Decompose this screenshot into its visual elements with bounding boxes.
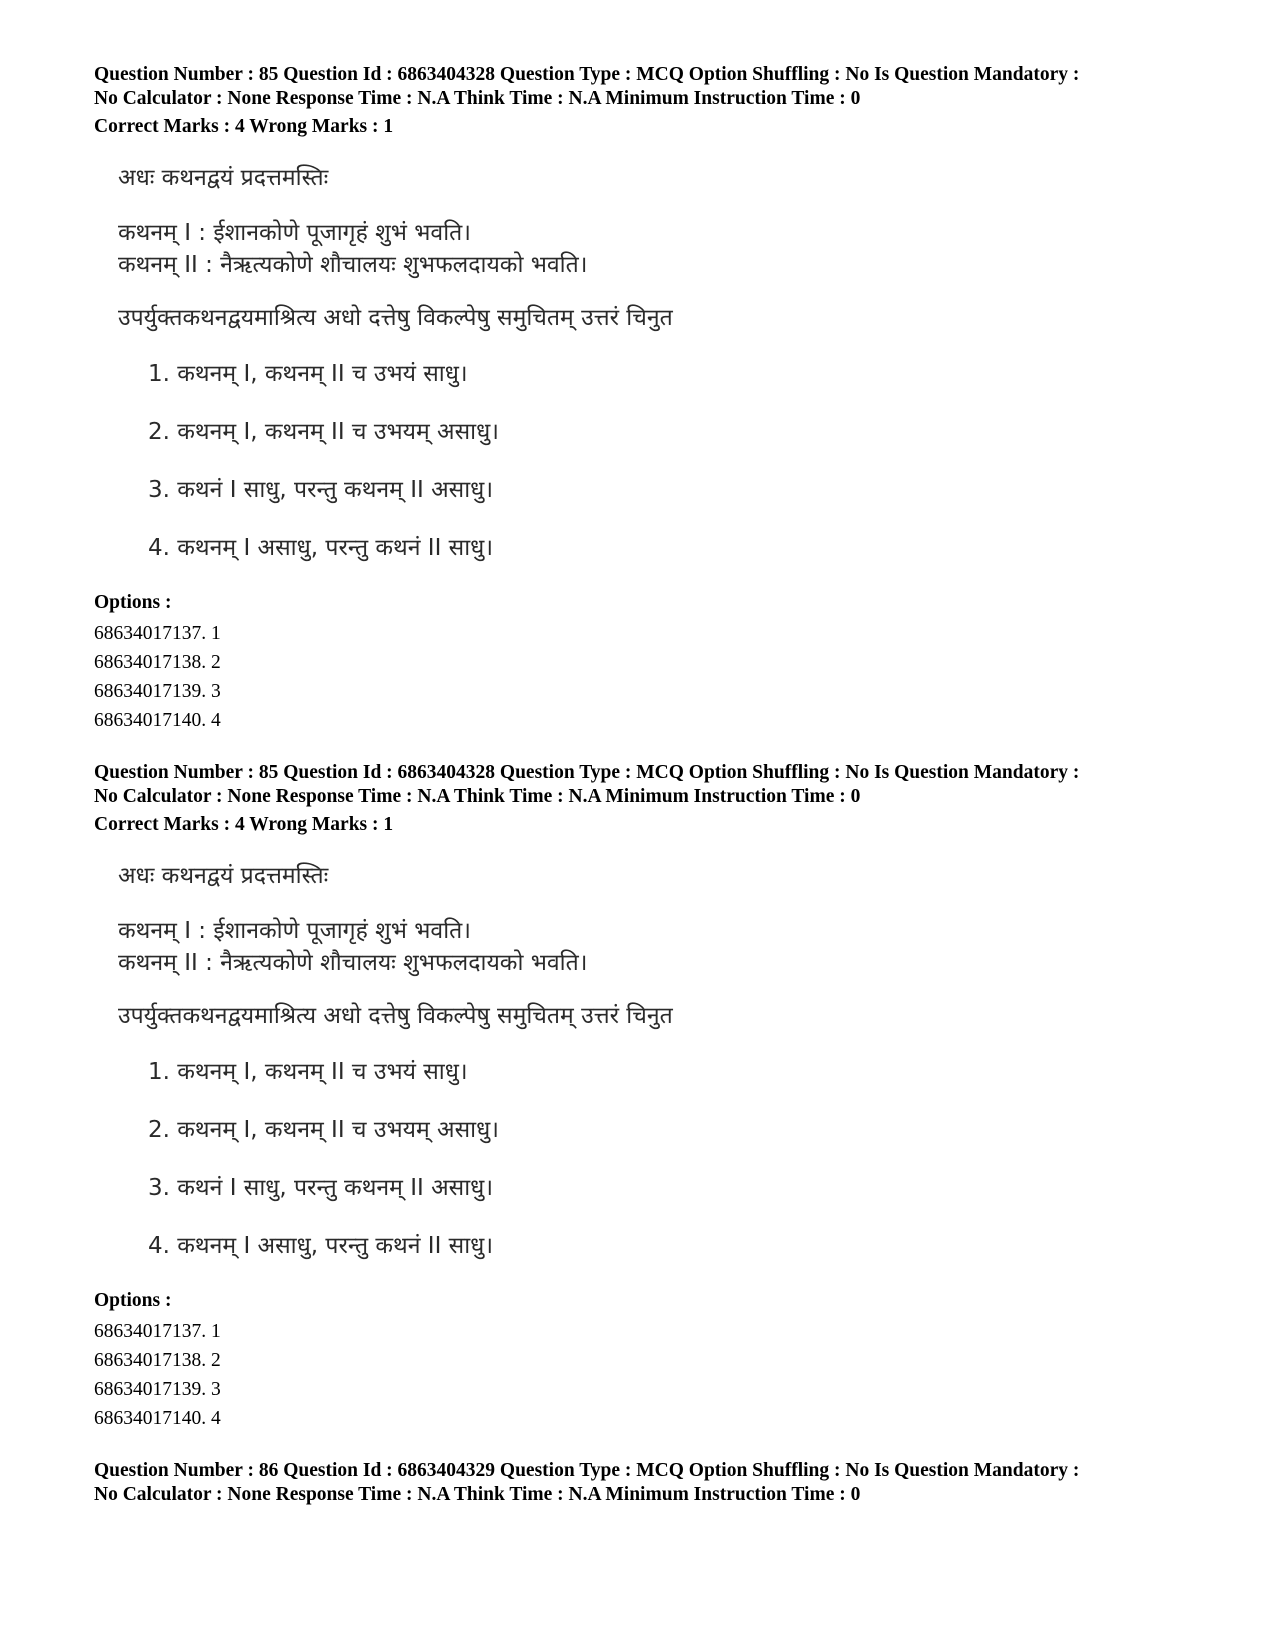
answer-choice: 2. कथनम् I, कथनम् II च उभयम् असाधु। [148,1117,499,1143]
answer-choice: 2. कथनम् I, कथनम् II च उभयम् असाधु। [148,419,499,445]
option-item: 68634017137. 1 [94,623,221,644]
question-block [94,1459,1214,1507]
question-body [118,859,1214,1263]
answer-choice: 3. कथनं I साधु, परन्तु कथनम् II असाधु। [148,477,494,503]
question-meta-line: No Calculator : None Response Time : N.A Think Time : N.A Minimum Instruction Time : 0 [94,786,861,807]
question-meta-line: Question Number : 85 Question Id : 6863404328 Question Type : MCQ Option Shuffling : No Is Question Mandatory : [94,762,1080,783]
option-item: 68634017139. 3 [94,1379,221,1400]
question-instruction: उपर्युक्तकथनद्वयमाश्रित्य अधो दत्तेषु विकल्पेषु समुचितम् उत्तरं चिनुत [118,1003,673,1029]
answer-choice: 1. कथनम् I, कथनम् II च उभयं साधु। [148,1059,468,1085]
option-item: 68634017138. 2 [94,652,221,673]
question-intro: अधः कथनद्वयं प्रदत्तमस्तिः [118,165,329,191]
answer-choice: 1. कथनम् I, कथनम् II च उभयं साधु। [148,361,468,387]
option-item: 68634017138. 2 [94,1350,221,1371]
options-heading: Options : [94,592,172,613]
question-meta-line: Question Number : 86 Question Id : 6863404329 Question Type : MCQ Option Shuffling : No Is Question Mandatory : [94,1460,1080,1481]
answer-choice: 4. कथनम् I असाधु, परन्तु कथनं II साधु। [148,535,494,561]
answer-choice: 4. कथनम् I असाधु, परन्तु कथनं II साधु। [148,1233,494,1259]
options-list [94,619,1214,735]
statement-2: कथनम् II : नैऋत्यकोणे शौचालयः शुभफलदायको भवति। [118,252,588,278]
question-block [94,63,1214,735]
statement-2: कथनम् II : नैऋत्यकोणे शौचालयः शुभफलदायको भवति। [118,950,588,976]
question-meta-line: No Calculator : None Response Time : N.A Think Time : N.A Minimum Instruction Time : 0 [94,88,861,109]
question-meta-line: No Calculator : None Response Time : N.A Think Time : N.A Minimum Instruction Time : 0 [94,1484,861,1505]
options-list [94,1317,1214,1433]
question-intro: अधः कथनद्वयं प्रदत्तमस्तिः [118,863,329,889]
question-meta-line: Question Number : 85 Question Id : 6863404328 Question Type : MCQ Option Shuffling : No Is Question Mandatory : [94,64,1080,85]
question-marks: Correct Marks : 4 Wrong Marks : 1 [94,116,394,137]
statement-1: कथनम् I : ईशानकोणे पूजागृहं शुभं भवति। [118,220,471,246]
statement-1: कथनम् I : ईशानकोणे पूजागृहं शुभं भवति। [118,918,471,944]
question-block [94,761,1214,1433]
question-instruction: उपर्युक्तकथनद्वयमाश्रित्य अधो दत्तेषु विकल्पेषु समुचितम् उत्तरं चिनुत [118,305,673,331]
question-body [118,161,1214,565]
option-item: 68634017139. 3 [94,681,221,702]
option-item: 68634017140. 4 [94,710,221,731]
answer-choice: 3. कथनं I साधु, परन्तु कथनम् II असाधु। [148,1175,494,1201]
option-item: 68634017137. 1 [94,1321,221,1342]
options-heading: Options : [94,1290,172,1311]
option-item: 68634017140. 4 [94,1408,221,1429]
question-marks: Correct Marks : 4 Wrong Marks : 1 [94,814,394,835]
